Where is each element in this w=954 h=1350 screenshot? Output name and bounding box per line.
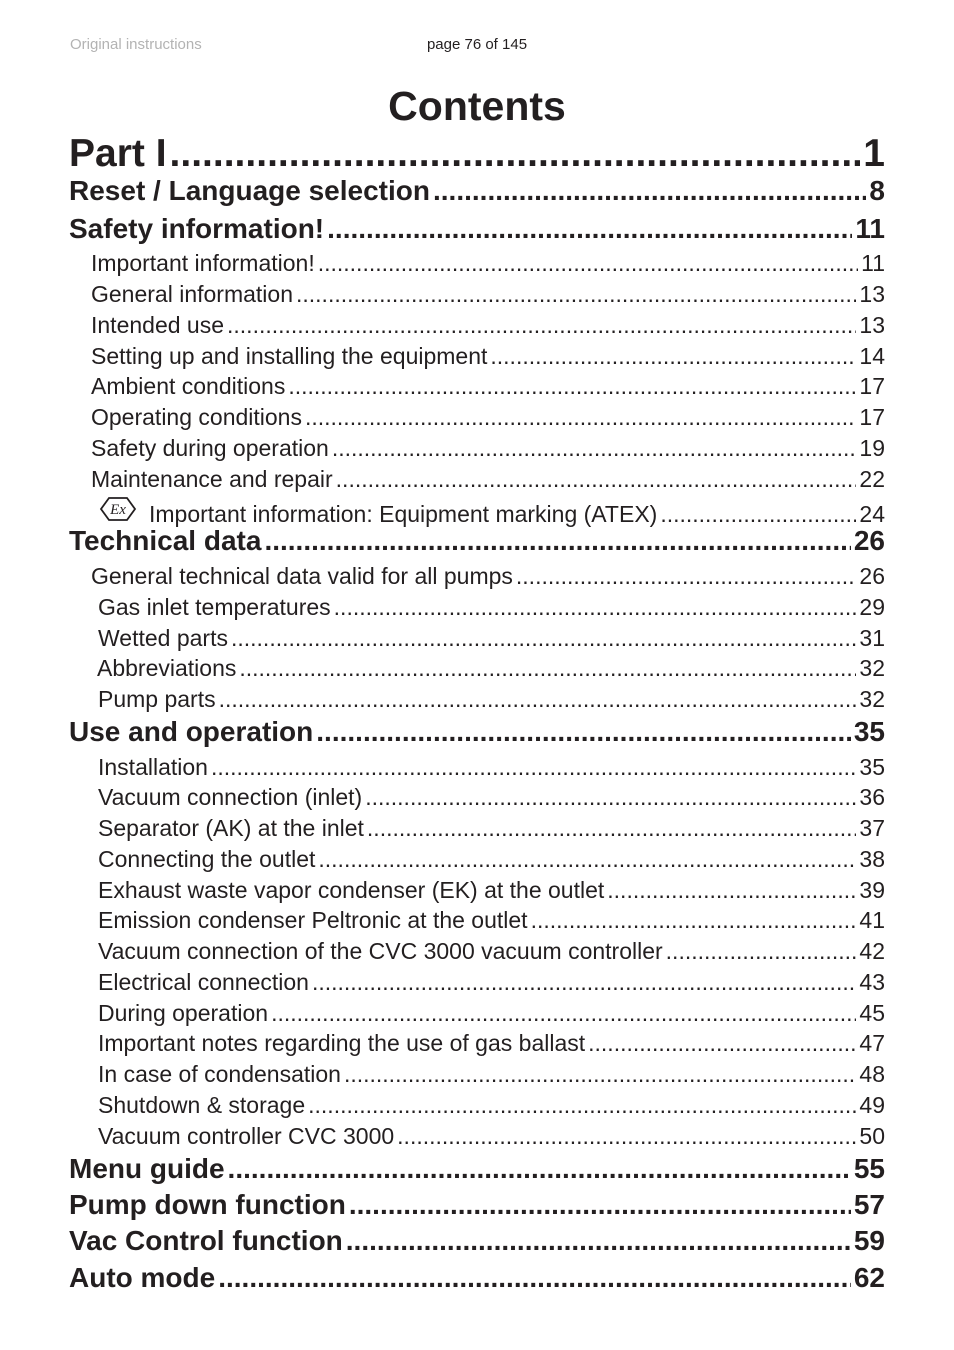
toc-page-number: 35 <box>853 716 885 747</box>
toc-entry-label: General information <box>91 281 293 307</box>
toc-leader-dots <box>308 1092 856 1118</box>
toc-page-number: 36 <box>859 784 885 810</box>
toc-entry-label: Separator (AK) at the inlet <box>98 815 364 841</box>
toc-page-number: 59 <box>853 1225 885 1256</box>
toc-leader-dots <box>318 846 856 872</box>
toc-leader-dots <box>607 877 856 903</box>
toc-leader-dots <box>531 907 857 933</box>
toc-entry[interactable] <box>91 312 885 338</box>
toc-page-number: 62 <box>853 1262 885 1293</box>
header-left-text: Original instructions <box>70 36 202 53</box>
toc-page-number: 43 <box>859 969 885 995</box>
toc-entry[interactable] <box>69 1262 885 1294</box>
toc-entry[interactable] <box>69 525 885 557</box>
toc-entry-label: Installation <box>98 754 208 780</box>
toc-entry-label: Ambient conditions <box>91 373 286 399</box>
toc-leader-dots <box>296 281 856 307</box>
toc-entry-label: Part I <box>69 132 167 175</box>
toc-entry-label: Vacuum controller CVC 3000 <box>98 1123 395 1149</box>
toc-entry[interactable] <box>98 938 885 964</box>
toc-page-number: 49 <box>859 1092 885 1118</box>
toc-leader-dots <box>318 250 858 276</box>
toc-leader-dots <box>397 1123 856 1149</box>
toc-page-number: 14 <box>859 343 885 369</box>
toc-entry-label: Electrical connection <box>98 969 309 995</box>
toc-entry-label: During operation <box>98 1000 269 1026</box>
toc-entry-label: Technical data <box>69 525 262 556</box>
toc-page-number: 17 <box>859 373 885 399</box>
toc-entry[interactable] <box>91 435 885 461</box>
toc-entry-label: Safety during operation <box>91 435 329 461</box>
ex-atex-icon <box>97 496 139 522</box>
toc-leader-dots <box>660 501 856 527</box>
toc-entry[interactable] <box>69 716 885 748</box>
toc-entry-label: Intended use <box>91 312 225 338</box>
toc-entry[interactable] <box>69 213 885 245</box>
toc-leader-dots <box>227 312 856 338</box>
toc-page-number: 29 <box>859 594 885 620</box>
toc-leader-dots <box>228 1153 851 1185</box>
toc-leader-dots <box>288 373 856 399</box>
toc-entry[interactable] <box>98 1123 885 1149</box>
toc-entry[interactable] <box>91 343 885 369</box>
toc-entry[interactable] <box>98 594 885 620</box>
toc-leader-dots <box>433 175 866 207</box>
toc-entry-label: In case of condensation <box>98 1061 341 1087</box>
toc-leader-dots <box>170 131 861 176</box>
toc-page-number: 57 <box>853 1189 885 1220</box>
toc-page-number: 13 <box>859 281 885 307</box>
toc-entry[interactable] <box>91 373 885 399</box>
toc-entry[interactable] <box>98 754 885 780</box>
toc-leader-dots <box>316 716 851 748</box>
toc-leader-dots <box>271 1000 856 1026</box>
toc-leader-dots <box>490 343 856 369</box>
toc-page-number: 38 <box>859 846 885 872</box>
toc-leader-dots <box>327 213 852 245</box>
toc-entry-label: Important notes regarding the use of gas ballast <box>98 1030 586 1056</box>
toc-entry-label: Maintenance and repair <box>91 466 333 492</box>
toc-page-number: 24 <box>859 501 885 527</box>
toc-entry[interactable] <box>91 466 885 492</box>
toc-entry[interactable] <box>98 815 885 841</box>
toc-entry[interactable] <box>98 877 885 903</box>
toc-entry[interactable] <box>97 655 885 681</box>
toc-leader-dots <box>336 466 857 492</box>
toc-entry[interactable] <box>69 1153 885 1185</box>
toc-entry[interactable] <box>69 1189 885 1221</box>
toc-leader-dots <box>219 686 857 712</box>
toc-leader-dots <box>349 1189 851 1221</box>
toc-entry[interactable] <box>91 281 885 307</box>
toc-page-number: 55 <box>853 1153 885 1184</box>
toc-entry[interactable] <box>69 175 885 207</box>
toc-entry[interactable] <box>98 969 885 995</box>
toc-entry-label: Safety information! <box>69 213 325 244</box>
toc-entry-label: Menu guide <box>69 1153 225 1184</box>
toc-entry[interactable] <box>91 250 885 276</box>
toc-entry-label: Vac Control function <box>69 1225 343 1256</box>
toc-leader-dots <box>367 815 856 841</box>
toc-page-number: 50 <box>859 1123 885 1149</box>
toc-entry-label: General technical data valid for all pumps <box>91 563 513 589</box>
toc-page-number: 8 <box>869 175 885 206</box>
toc-entry[interactable] <box>91 404 885 430</box>
toc-leader-dots <box>211 754 856 780</box>
toc-entry-label: Vacuum connection of the CVC 3000 vacuum controller <box>98 938 663 964</box>
toc-entry-label: Abbreviations <box>97 655 237 681</box>
toc-page-number: 45 <box>859 1000 885 1026</box>
page-number-header: page 76 of 145 <box>426 36 528 53</box>
toc-page-number: 13 <box>859 312 885 338</box>
toc-page-number: 11 <box>855 213 885 244</box>
toc-entry[interactable] <box>98 1000 885 1026</box>
toc-entry-label: Wetted parts <box>98 625 228 651</box>
toc-page-number: 37 <box>859 815 885 841</box>
toc-leader-dots <box>334 594 857 620</box>
toc-entry-label: Connecting the outlet <box>98 846 316 872</box>
toc-entry-label: Pump down function <box>69 1189 346 1220</box>
toc-entry-label: Emission condenser Peltronic at the outlet <box>98 907 528 933</box>
toc-page-number: 41 <box>859 907 885 933</box>
toc-leader-dots <box>332 435 857 461</box>
toc-page-number: 32 <box>859 686 885 712</box>
toc-entry-label: Vacuum connection (inlet) <box>98 784 363 810</box>
svg-text:Ex: Ex <box>110 502 126 518</box>
toc-entry-label: Use and operation <box>69 716 314 747</box>
toc-leader-dots <box>264 525 850 557</box>
toc-entry-label: Auto mode <box>69 1262 216 1293</box>
toc-page-number: 48 <box>859 1061 885 1087</box>
toc-entry[interactable] <box>69 131 885 176</box>
toc-entry[interactable] <box>98 686 885 712</box>
toc-entry[interactable] <box>98 1030 885 1056</box>
toc-page-number: 26 <box>853 525 885 556</box>
page-title: Contents <box>388 83 566 129</box>
toc-leader-dots <box>344 1061 856 1087</box>
toc-page-number: 31 <box>859 625 885 651</box>
toc-page-number: 47 <box>859 1030 885 1056</box>
toc-entry[interactable] <box>98 784 885 810</box>
toc-leader-dots <box>516 563 857 589</box>
toc-page-number: 42 <box>859 938 885 964</box>
toc-entry-label: Setting up and installing the equipment <box>91 343 488 369</box>
toc-page-number: 1 <box>863 132 885 175</box>
toc-entry[interactable] <box>98 1061 885 1087</box>
toc-page-number: 26 <box>859 563 885 589</box>
toc-entry[interactable] <box>98 625 885 651</box>
toc-page-number: 22 <box>859 466 885 492</box>
toc-leader-dots <box>666 938 857 964</box>
toc-entry[interactable] <box>98 1092 885 1118</box>
toc-entry-label: Pump parts <box>98 686 216 712</box>
toc-entry-label: Shutdown & storage <box>98 1092 306 1118</box>
toc-entry[interactable] <box>98 907 885 933</box>
toc-leader-dots <box>588 1030 856 1056</box>
toc-entry-label: Operating conditions <box>91 404 302 430</box>
toc-entry-label: Reset / Language selection <box>69 175 430 206</box>
toc-entry-label: Gas inlet temperatures <box>98 594 331 620</box>
toc-leader-dots <box>346 1225 851 1257</box>
toc-leader-dots <box>239 655 856 681</box>
toc-entry-label: Important information! <box>91 250 315 276</box>
toc-page-number: 32 <box>859 655 885 681</box>
toc-entry-label: Important information: Equipment marking (ATEX) <box>149 501 658 527</box>
toc-page-number: 17 <box>859 404 885 430</box>
toc-page-number: 35 <box>859 754 885 780</box>
toc-entry-label: Exhaust waste vapor condenser (EK) at the outlet <box>98 877 605 903</box>
toc-entry[interactable] <box>69 1225 885 1257</box>
toc-entry[interactable] <box>91 563 885 589</box>
toc-page-number: 11 <box>861 250 885 276</box>
toc-leader-dots <box>305 404 856 430</box>
toc-entry[interactable] <box>98 846 885 872</box>
toc-page-number: 19 <box>859 435 885 461</box>
toc-leader-dots <box>231 625 856 651</box>
toc-page-number: 39 <box>859 877 885 903</box>
toc-leader-dots <box>312 969 856 995</box>
toc-leader-dots <box>365 784 856 810</box>
toc-leader-dots <box>218 1262 851 1294</box>
toc-entry[interactable] <box>97 496 885 527</box>
